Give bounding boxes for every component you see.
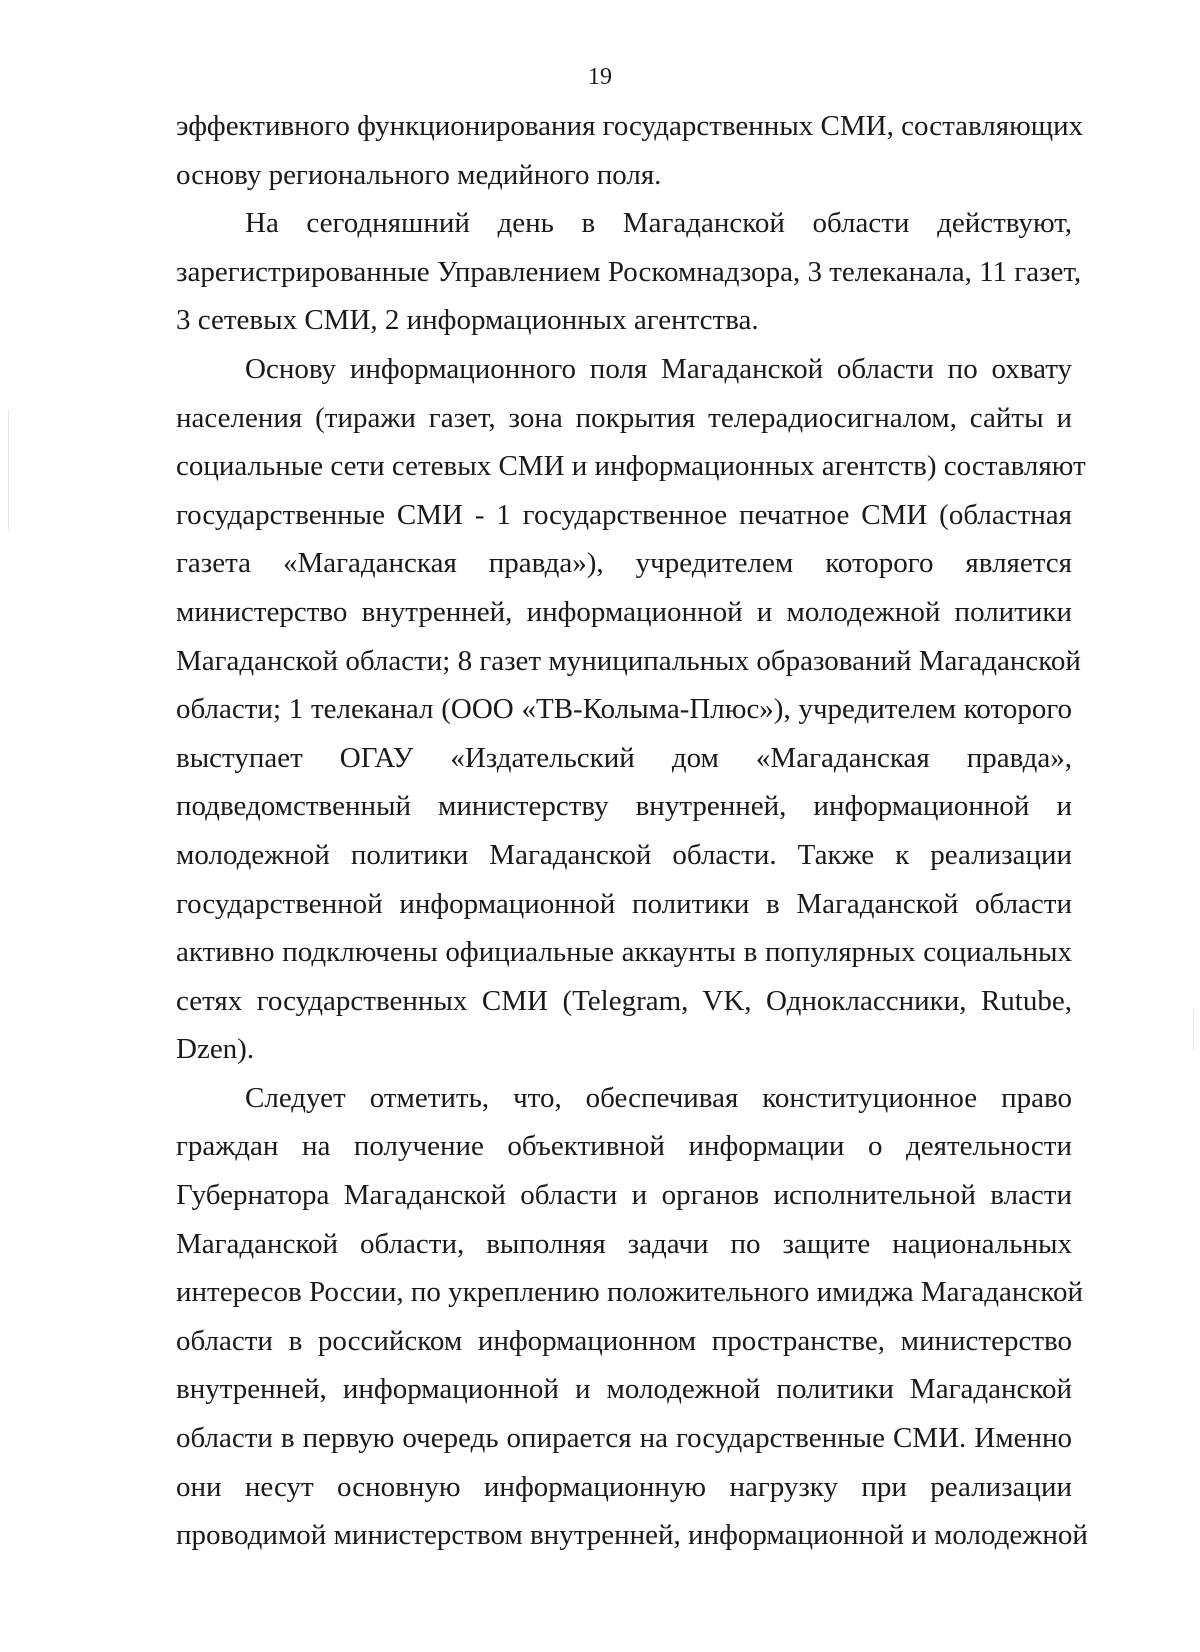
text-line: интересов России, по укреплению положительного имиджа Магаданской [176, 1276, 1083, 1309]
text-line: министерство внутренней, информационной и молодежной политики [176, 595, 1072, 628]
text-line: граждан на получение объективной информации о деятельности [176, 1130, 1072, 1163]
text-line: Основу информационного поля Магаданской области по охвату [245, 352, 1072, 385]
document-body [176, 102, 1088, 1560]
text-line: активно подключены официальные аккаунты в популярных социальных [176, 936, 1072, 969]
paragraph [176, 199, 1082, 345]
text-line: 3 сетевых СМИ, 2 информационных агентства. [176, 304, 759, 337]
text-line: эффективного функционирования государственных СМИ, составляющих [176, 110, 1084, 142]
text-line: подведомственный министерству внутренней, информационной и [176, 790, 1072, 823]
text-line: выступает ОГАУ «Издательский дом «Магаданская правда», [176, 741, 1072, 774]
text-line: молодежной политики Магаданской области. Также к реализации [176, 838, 1072, 871]
paragraph [176, 1074, 1088, 1560]
text-line: Губернатора Магаданской области и органов исполнительной власти [176, 1179, 1072, 1212]
text-line: Магаданской области, выполняя задачи по защите национальных [176, 1227, 1072, 1260]
text-line: населения (тиражи газет, зона покрытия телерадиосигналом, сайты и [176, 401, 1072, 434]
text-line: зарегистрированные Управлением Роскомнадзора, 3 телеканала, 11 газет, [176, 255, 1082, 288]
text-line: области в российском информационном пространстве, министерство [176, 1324, 1072, 1357]
text-line: Магаданской области; 8 газет муниципальных образований Магаданской [176, 644, 1081, 677]
scan-edge-mark [8, 410, 9, 530]
page-number: 19 [588, 64, 612, 90]
text-line: Следует отметить, что, обеспечивая конституционное право [245, 1081, 1072, 1114]
text-line: социальные сети сетевых СМИ и информационных агентств) составляют [176, 450, 1086, 483]
text-line: газета «Магаданская правда»), учредителем которого является [176, 547, 1072, 580]
scan-edge-mark [1193, 1010, 1194, 1050]
text-line: внутренней, информационной и молодежной политики Магаданской [176, 1373, 1072, 1406]
paragraph [176, 102, 1084, 199]
text-line: государственные СМИ - 1 государственное печатное СМИ (областная [176, 498, 1072, 531]
text-line: государственной информационной политики в Магаданской области [176, 887, 1072, 920]
paragraph [176, 345, 1086, 1074]
text-line: На сегодняшний день в Магаданской области действуют, [245, 207, 1072, 240]
text-line: Dzen). [176, 1033, 255, 1066]
text-line: основу регионального медийного поля. [176, 158, 662, 191]
text-line: области; 1 телеканал (ООО «ТВ-Колыма-Плюс»), учредителем которого [176, 693, 1072, 726]
text-line: области в первую очередь опирается на государственные СМИ. Именно [176, 1422, 1072, 1455]
text-line: сетях государственных СМИ (Telegram, VK, Одноклассники, Rutube, [176, 984, 1072, 1017]
text-line: проводимой министерством внутренней, информационной и молодежной [176, 1519, 1088, 1552]
text-line: они несут основную информационную нагрузку при реализации [176, 1470, 1072, 1503]
